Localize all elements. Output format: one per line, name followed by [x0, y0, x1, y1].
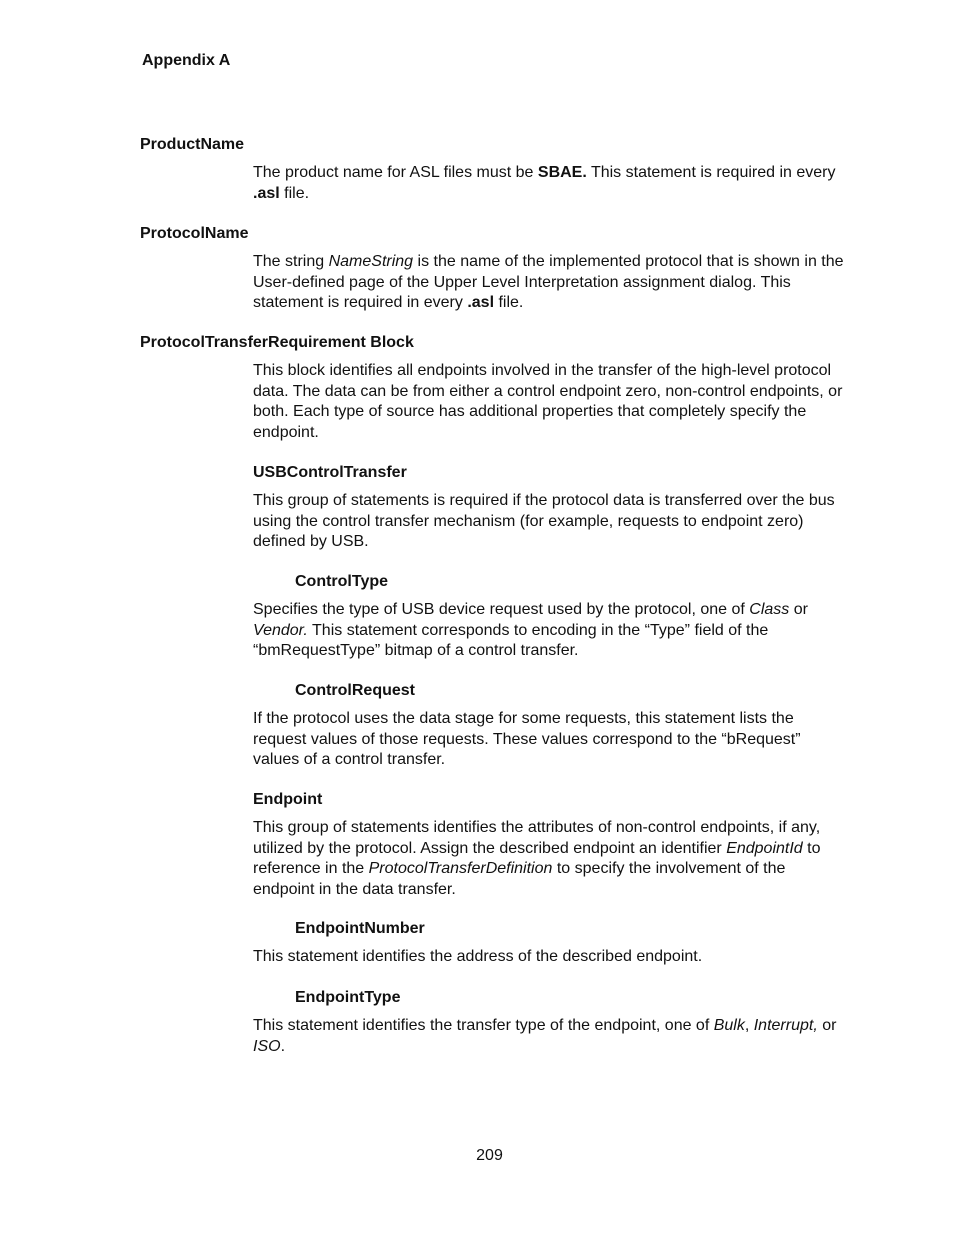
text-run: file. [494, 294, 524, 311]
text-run: file. [279, 184, 310, 202]
text-run-bold: .asl [467, 294, 495, 311]
text-run-italic: NameString [328, 253, 414, 270]
paragraph-usb-control-transfer: This group of statements is required if the protocol data is transferred over the bus using the control transfer mechanism (for example, requests to endpoint zero) defined by USB. [253, 492, 835, 550]
paragraph-endpoint-type [253, 1016, 845, 1057]
heading-usb-control-transfer: USBControlTransfer [253, 464, 407, 481]
text-run: . [280, 1037, 286, 1055]
text-run: This group of statements identifies the attributes of non-control endpoints, if any, utilized by the protocol. Assign the described endpoint an identifier [253, 819, 821, 857]
heading-ptr-block: ProtocolTransferRequirement Block [140, 334, 414, 351]
heading-product-name: ProductName [140, 136, 245, 153]
text-run: , [744, 1017, 754, 1034]
heading-control-type: ControlType [295, 573, 389, 590]
text-run: or [817, 1017, 837, 1034]
text-run-italic: EndpointId [726, 839, 803, 857]
text-run-italic: Bulk [713, 1017, 745, 1034]
text-run: This statement is required in every [586, 164, 836, 181]
paragraph-protocol-name [253, 252, 845, 314]
text-run-italic: ISO [253, 1037, 281, 1055]
text-run: The product name for ASL files must be [253, 164, 538, 181]
heading-control-request: ControlRequest [295, 682, 415, 699]
text-run-italic: ProtocolTransferDefinition [368, 860, 553, 877]
paragraph-endpoint [253, 818, 845, 900]
text-run-italic: Class [749, 601, 790, 618]
text-run-italic: Interrupt, [753, 1017, 818, 1034]
text-run-bold: .asl [253, 184, 280, 202]
text-run: to specify the involvement of the endpoint in the data transfer. [253, 860, 786, 898]
text-run: or [789, 601, 808, 618]
paragraph-ptr-block: This block identifies all endpoints involved in the transfer of the high-level protocol data. The data can be from either a control endpoint zero, non-control endpoints, or both. Each type of source has additional properties that completely specify the endpoint. [253, 362, 843, 441]
text-run-italic: Vendor. [253, 621, 308, 639]
running-head: Appendix A [142, 52, 231, 69]
text-run: This statement identifies the transfer type of the endpoint, one of [253, 1017, 714, 1034]
text-run: to reference in the [253, 839, 821, 877]
heading-endpoint-type: EndpointType [295, 989, 401, 1006]
text-run: Specifies the type of USB device request used by the protocol, one of [253, 601, 750, 618]
paragraph-control-request: If the protocol uses the data stage for some requests, this statement lists the request values of those requests. These values correspond to the “bRequest” values of a control transfer. [253, 710, 801, 768]
paragraph-control-type [253, 600, 845, 662]
text-run: This statement corresponds to encoding in the “Type” field of the “bmRequestType” bitmap of a control transfer. [253, 621, 769, 659]
page-number: 209 [476, 1147, 503, 1164]
paragraph-product-name [253, 163, 845, 204]
text-run: is the name of the implemented protocol that is shown in the User-defined page of the Upper Level Interpretation assignment dialog. This statement is required in every [253, 253, 844, 311]
paragraph-endpoint-number: This statement identifies the address of the described endpoint. [253, 948, 703, 965]
heading-endpoint-number: EndpointNumber [295, 920, 425, 937]
heading-endpoint: Endpoint [253, 791, 323, 808]
heading-protocol-name: ProtocolName [140, 225, 249, 242]
text-run-bold: SBAE. [537, 164, 587, 181]
text-run: The string [253, 253, 329, 270]
